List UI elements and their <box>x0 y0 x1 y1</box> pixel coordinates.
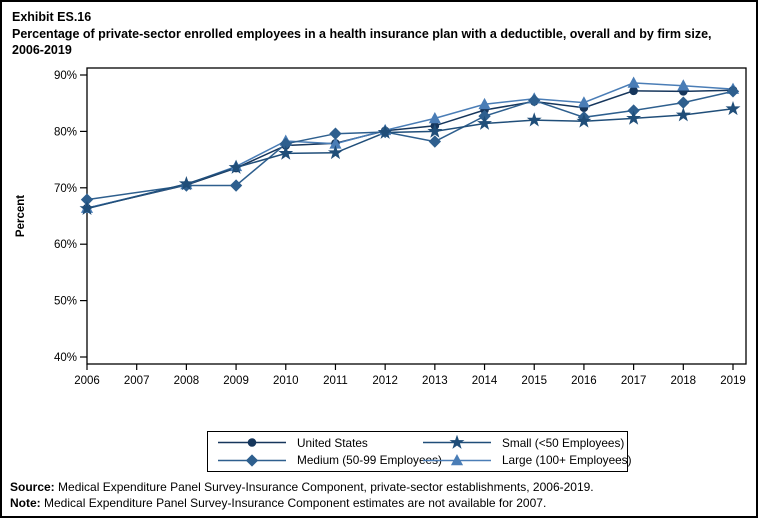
triangle-legend-icon <box>421 453 493 468</box>
chart-legend <box>207 431 632 472</box>
legend-label: Large (100+ Employees) <box>502 453 632 468</box>
legend-label: Medium (50-99 Employees) <box>297 453 442 468</box>
circle-marker-icon <box>248 439 256 447</box>
note-text: Medical Expenditure Panel Survey-Insurance Component estimates are not available for 2007. <box>40 495 547 510</box>
y-axis-title: Percent <box>15 194 27 238</box>
y-tick-label: 40% <box>53 352 77 364</box>
legend-label: Small (<50 Employees) <box>502 435 625 450</box>
legend-item <box>216 435 421 450</box>
y-tick-label: 90% <box>53 70 77 82</box>
legend-item <box>216 453 442 468</box>
x-tick-label: 2017 <box>620 375 647 387</box>
star-marker-icon <box>528 114 541 126</box>
star-marker-icon <box>451 436 464 448</box>
x-tick-label: 2019 <box>720 375 746 387</box>
x-tick-label: 2007 <box>123 375 150 387</box>
x-tick-label: 2006 <box>74 375 100 387</box>
star-legend-icon <box>421 435 493 450</box>
y-tick-label: 70% <box>53 182 77 195</box>
y-tick-label: 80% <box>53 126 77 139</box>
star-marker-icon <box>677 108 690 120</box>
legend-item <box>421 453 632 468</box>
x-tick-label: 2009 <box>223 375 249 387</box>
source-text: Medical Expenditure Panel Survey-Insurance Component, private-sector establishments, 2006-2019. <box>54 480 594 494</box>
exhibit-label: Exhibit ES.16 <box>12 10 92 24</box>
note-line <box>10 496 754 512</box>
x-tick-label: 2013 <box>422 375 448 387</box>
circle-marker-icon <box>630 87 638 95</box>
x-tick-label: 2016 <box>571 375 597 387</box>
note-label: Note: <box>10 495 41 510</box>
star-marker-icon <box>727 102 740 114</box>
series-markers <box>82 77 739 212</box>
series-line <box>87 83 733 208</box>
x-tick-label: 2018 <box>670 375 697 387</box>
diamond-marker-icon <box>246 455 257 466</box>
x-tick-label: 2010 <box>272 375 299 387</box>
diamond-marker-icon <box>429 136 440 147</box>
diamond-marker-icon <box>678 97 689 108</box>
x-tick-label: 2011 <box>323 375 348 387</box>
star-marker-icon <box>279 147 292 159</box>
series-markers <box>81 86 738 205</box>
diamond-marker-icon <box>330 128 341 139</box>
series-markers <box>81 102 740 214</box>
circle-legend-icon <box>216 435 288 450</box>
star-marker-icon <box>627 112 640 124</box>
x-tick-label: 2012 <box>372 375 398 387</box>
source-label: Source: <box>10 480 55 494</box>
series-markers <box>83 86 737 212</box>
plot-frame <box>87 68 746 364</box>
footer-notes <box>10 480 754 512</box>
legend-label: United States <box>297 435 368 450</box>
diamond-marker-icon <box>529 95 540 106</box>
x-tick-label: 2008 <box>173 375 200 387</box>
source-line <box>10 480 754 496</box>
diamond-marker-icon <box>727 86 738 97</box>
x-tick-label: 2014 <box>471 375 498 387</box>
chart-title: Percentage of private-sector enrolled employees in a health insurance plan with a deductible, overall and by firm size, 2006-2019 <box>12 26 712 57</box>
legend-item <box>421 435 632 450</box>
y-tick-label: 50% <box>53 295 77 308</box>
diamond-legend-icon <box>216 453 288 468</box>
triangle-marker-icon <box>628 77 639 87</box>
y-tick-label: 60% <box>53 239 77 252</box>
x-tick-label: 2015 <box>521 375 548 387</box>
